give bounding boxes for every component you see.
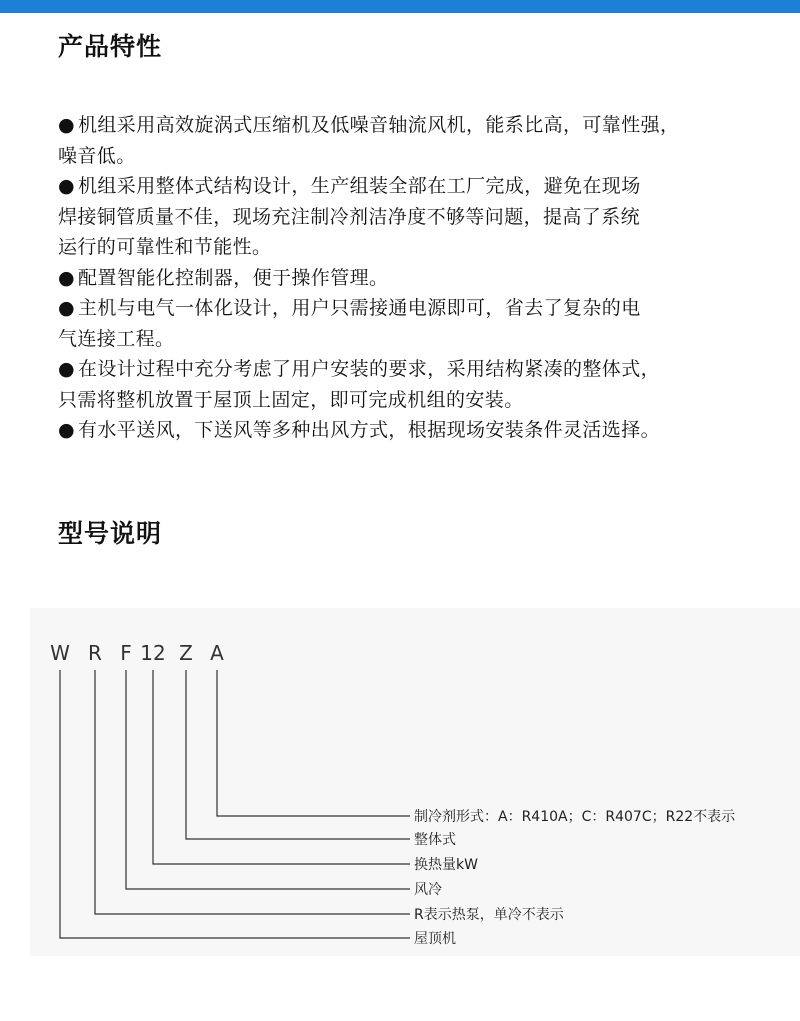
feature-text: 在设计过程中充分考虑了用户安装的要求，采用结构紧凑的整体式， 只需将整机放置于屋顶上固定，即可完成机组的安装。	[58, 358, 661, 411]
list-item	[58, 263, 758, 294]
feature-text: 配置智能化控制器，便于操作管理。	[78, 266, 389, 289]
list-item	[58, 171, 758, 263]
desc-air-cooled: 风冷	[414, 882, 442, 898]
section-title-features: 产品特性	[58, 32, 163, 61]
desc-heat-pump: R表示热泵，单冷不表示	[414, 907, 564, 923]
leader-line-w	[60, 670, 410, 938]
code-char-a: A	[210, 641, 224, 665]
feature-text: 机组采用整体式结构设计，生产组装全部在工厂完成，避免在现场 焊接铜管质量不佳，现场充注制冷剂洁净度不够等问题，提高了系统 运行的可靠性和节能性。	[58, 175, 641, 258]
list-item	[58, 354, 758, 415]
code-char-w: W	[50, 641, 70, 665]
feature-text: 有水平送风，下送风等多种出风方式，根据现场安装条件灵活选择。	[78, 419, 661, 441]
list-item	[58, 415, 758, 446]
model-code-diagram	[30, 608, 800, 956]
desc-integral: 整体式	[414, 832, 456, 848]
bullet-icon: ●	[58, 419, 75, 441]
top-accent-bar	[0, 0, 800, 13]
code-char-12: 12	[140, 641, 166, 665]
leader-line-12	[153, 670, 410, 864]
bullet-icon: ●	[58, 266, 75, 289]
features-list	[58, 110, 758, 446]
feature-text: 主机与电气一体化设计，用户只需接通电源即可，省去了复杂的电 气连接工程。	[58, 297, 641, 350]
code-char-r: R	[88, 641, 102, 665]
leader-line-z	[186, 670, 410, 839]
desc-rooftop: 屋顶机	[414, 931, 456, 947]
leader-line-r	[95, 670, 410, 914]
list-item	[58, 110, 758, 171]
bullet-icon: ●	[58, 114, 75, 136]
leader-line-a	[217, 670, 410, 816]
bullet-icon: ●	[58, 358, 75, 380]
desc-heat-exchange: 换热量kW	[414, 857, 478, 873]
code-char-z: Z	[179, 641, 193, 665]
feature-text: 机组采用高效旋涡式压缩机及低噪音轴流风机，能系比高，可靠性强， 噪音低。	[58, 114, 680, 167]
list-item	[58, 293, 758, 354]
bullet-icon: ●	[58, 175, 75, 197]
desc-refrigerant: 制冷剂形式：A：R410A；C：R407C；R22不表示	[414, 809, 736, 825]
bullet-icon: ●	[58, 297, 75, 319]
leader-line-f	[126, 670, 410, 889]
section-title-model: 型号说明	[58, 519, 163, 548]
code-char-f: F	[120, 641, 132, 665]
